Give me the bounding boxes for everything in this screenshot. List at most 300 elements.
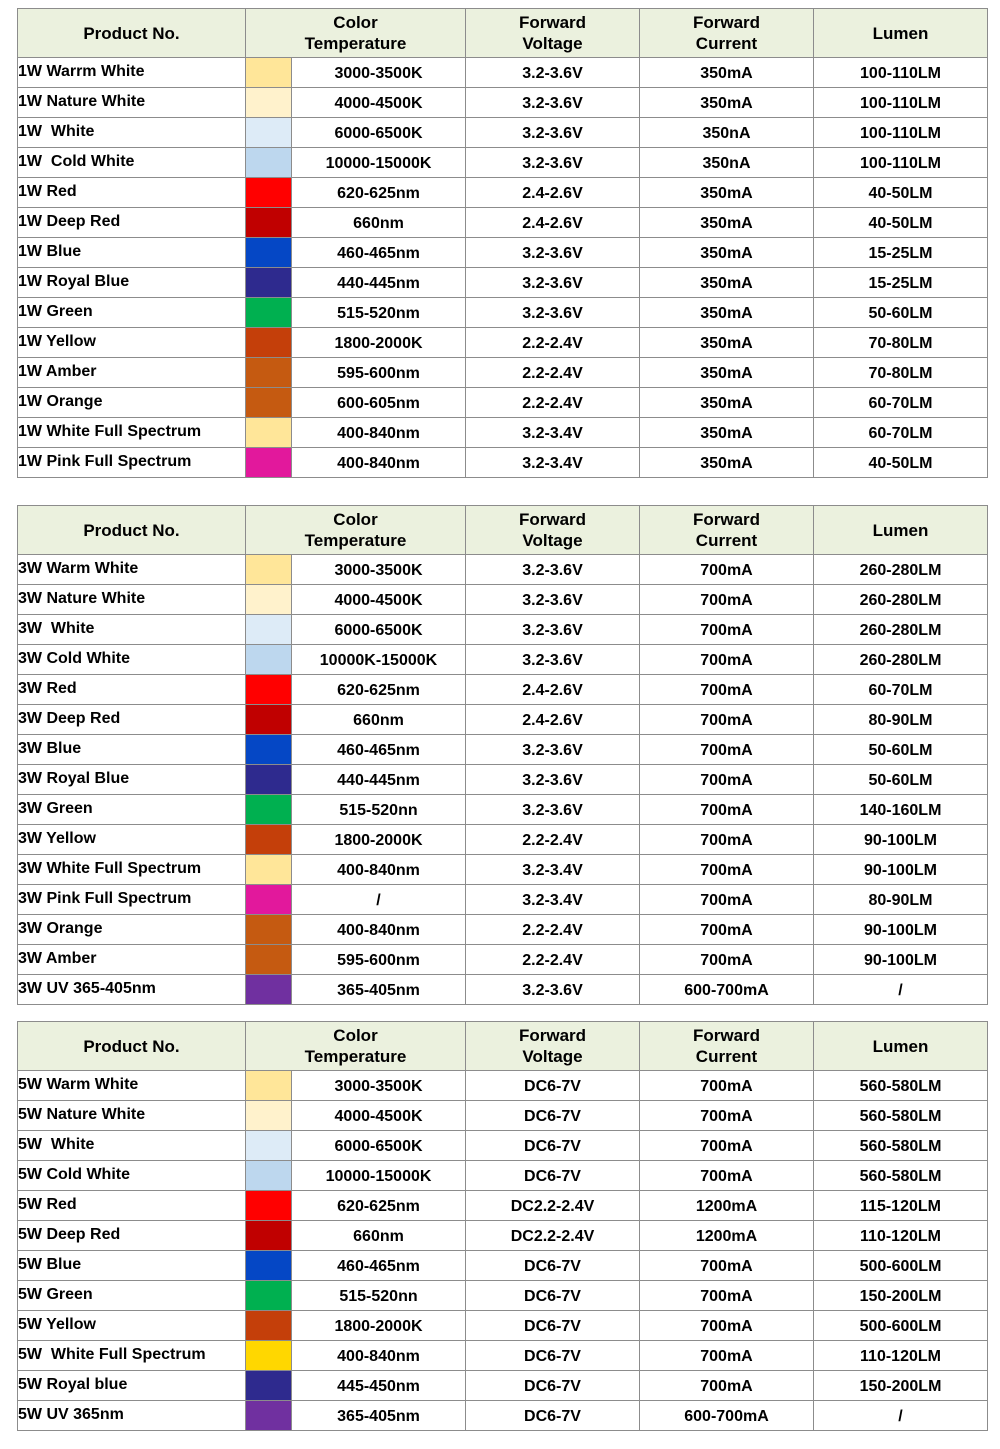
color-swatch-cell bbox=[246, 555, 292, 585]
color-swatch-cell bbox=[246, 1071, 292, 1101]
forward-voltage: 3.2-3.6V bbox=[466, 975, 640, 1005]
header-line: Current bbox=[695, 34, 758, 53]
spec-table bbox=[17, 1021, 988, 1431]
color-temperature: 1800-2000K bbox=[292, 825, 466, 855]
color-temperature: 460-465nm bbox=[292, 1251, 466, 1281]
forward-voltage: 3.2-3.6V bbox=[466, 735, 640, 765]
color-temperature: 400-840nm bbox=[292, 418, 466, 448]
header-line: Color bbox=[333, 1026, 378, 1045]
forward-voltage: 3.2-3.4V bbox=[466, 448, 640, 478]
color-swatch bbox=[246, 1101, 291, 1130]
color-swatch-cell bbox=[246, 1281, 292, 1311]
lumen-value: / bbox=[814, 975, 988, 1005]
forward-current: 350mA bbox=[640, 418, 814, 448]
color-swatch bbox=[246, 675, 291, 704]
lumen-value: 260-280LM bbox=[814, 555, 988, 585]
forward-current: 700mA bbox=[640, 705, 814, 735]
lumen-value: 110-120LM bbox=[814, 1221, 988, 1251]
forward-current: 700mA bbox=[640, 1251, 814, 1281]
forward-current: 350mA bbox=[640, 238, 814, 268]
lumen-value: 70-80LM bbox=[814, 328, 988, 358]
color-swatch-cell bbox=[246, 975, 292, 1005]
header-line: Voltage bbox=[522, 1047, 583, 1066]
color-temperature: 620-625nm bbox=[292, 1191, 466, 1221]
color-temperature: 3000-3500K bbox=[292, 58, 466, 88]
color-swatch-cell bbox=[246, 88, 292, 118]
forward-current: 600-700mA bbox=[640, 1401, 814, 1431]
forward-current: 700mA bbox=[640, 1101, 814, 1131]
color-swatch bbox=[246, 1191, 291, 1220]
forward-voltage: 3.2-3.6V bbox=[466, 298, 640, 328]
product-name: 5W Warm White bbox=[18, 1071, 246, 1101]
forward-current: 350mA bbox=[640, 298, 814, 328]
forward-current: 1200mA bbox=[640, 1191, 814, 1221]
forward-current: 700mA bbox=[640, 585, 814, 615]
forward-current: 700mA bbox=[640, 615, 814, 645]
header-forward-current bbox=[640, 9, 814, 58]
color-swatch-cell bbox=[246, 795, 292, 825]
product-name: 3W Royal Blue bbox=[18, 765, 246, 795]
header-row bbox=[18, 506, 988, 555]
forward-current: 700mA bbox=[640, 1371, 814, 1401]
color-temperature: 440-445nm bbox=[292, 268, 466, 298]
forward-current: 600-700mA bbox=[640, 975, 814, 1005]
color-swatch bbox=[246, 1371, 291, 1400]
color-temperature: 515-520nm bbox=[292, 298, 466, 328]
color-swatch bbox=[246, 1251, 291, 1280]
table-row bbox=[18, 1341, 988, 1371]
product-name: 3W Warm White bbox=[18, 555, 246, 585]
forward-current: 1200mA bbox=[640, 1221, 814, 1251]
color-swatch bbox=[246, 855, 291, 884]
header-line: Temperature bbox=[304, 1047, 407, 1066]
forward-voltage: DC6-7V bbox=[466, 1371, 640, 1401]
product-name: 3W Nature White bbox=[18, 585, 246, 615]
product-name: 1W Pink Full Spectrum bbox=[18, 448, 246, 478]
header-product: Product No. bbox=[18, 9, 246, 58]
forward-voltage: 3.2-3.4V bbox=[466, 418, 640, 448]
product-name: 1W Nature White bbox=[18, 88, 246, 118]
forward-current: 700mA bbox=[640, 555, 814, 585]
table-row bbox=[18, 448, 988, 478]
color-swatch bbox=[246, 148, 291, 177]
lumen-value: 50-60LM bbox=[814, 298, 988, 328]
header-line: Temperature bbox=[304, 531, 407, 550]
forward-voltage: 3.2-3.6V bbox=[466, 765, 640, 795]
color-temperature: 10000-15000K bbox=[292, 1161, 466, 1191]
color-temperature: 10000K-15000K bbox=[292, 645, 466, 675]
table-row bbox=[18, 148, 988, 178]
product-name: 1W Green bbox=[18, 298, 246, 328]
color-swatch bbox=[246, 358, 291, 387]
color-swatch bbox=[246, 615, 291, 644]
color-temperature: 460-465nm bbox=[292, 238, 466, 268]
color-swatch bbox=[246, 645, 291, 674]
lumen-value: 260-280LM bbox=[814, 615, 988, 645]
header-row bbox=[18, 9, 988, 58]
color-swatch bbox=[246, 1131, 291, 1160]
table-row bbox=[18, 1221, 988, 1251]
lumen-value: 500-600LM bbox=[814, 1251, 988, 1281]
table-row bbox=[18, 118, 988, 148]
product-name: 3W Pink Full Spectrum bbox=[18, 885, 246, 915]
spec-table bbox=[17, 8, 988, 478]
table-row bbox=[18, 58, 988, 88]
forward-voltage: 2.2-2.4V bbox=[466, 825, 640, 855]
color-swatch bbox=[246, 208, 291, 237]
lumen-value: 60-70LM bbox=[814, 388, 988, 418]
lumen-value: 560-580LM bbox=[814, 1131, 988, 1161]
lumen-value: 90-100LM bbox=[814, 915, 988, 945]
color-swatch bbox=[246, 1221, 291, 1250]
color-temperature: 400-840nm bbox=[292, 855, 466, 885]
header-line: Voltage bbox=[522, 34, 583, 53]
color-temperature: 600-605nm bbox=[292, 388, 466, 418]
color-swatch-cell bbox=[246, 855, 292, 885]
lumen-value: 100-110LM bbox=[814, 118, 988, 148]
product-name: 1W Red bbox=[18, 178, 246, 208]
forward-current: 700mA bbox=[640, 1311, 814, 1341]
lumen-value: 140-160LM bbox=[814, 795, 988, 825]
color-swatch-cell bbox=[246, 735, 292, 765]
product-name: 5W Deep Red bbox=[18, 1221, 246, 1251]
forward-current: 700mA bbox=[640, 645, 814, 675]
header-color-temperature bbox=[246, 1022, 466, 1071]
forward-voltage: 3.2-3.6V bbox=[466, 795, 640, 825]
table-row bbox=[18, 1131, 988, 1161]
table-row bbox=[18, 1191, 988, 1221]
color-temperature: 620-625nm bbox=[292, 675, 466, 705]
color-temperature: 3000-3500K bbox=[292, 555, 466, 585]
forward-voltage: 3.2-3.6V bbox=[466, 555, 640, 585]
lumen-value: 100-110LM bbox=[814, 148, 988, 178]
header-line: Forward bbox=[692, 510, 761, 529]
forward-current: 350mA bbox=[640, 88, 814, 118]
table-row bbox=[18, 555, 988, 585]
color-swatch bbox=[246, 1311, 291, 1340]
table-row bbox=[18, 358, 988, 388]
product-name: 3W Cold White bbox=[18, 645, 246, 675]
lumen-value: 500-600LM bbox=[814, 1311, 988, 1341]
header-line: Temperature bbox=[304, 34, 407, 53]
color-swatch-cell bbox=[246, 418, 292, 448]
color-swatch bbox=[246, 298, 291, 327]
header-row bbox=[18, 1022, 988, 1071]
table-row bbox=[18, 1371, 988, 1401]
product-name: 5W UV 365nm bbox=[18, 1401, 246, 1431]
table-row bbox=[18, 418, 988, 448]
product-name: 1W Warrm White bbox=[18, 58, 246, 88]
table-row bbox=[18, 945, 988, 975]
forward-voltage: 3.2-3.6V bbox=[466, 268, 640, 298]
forward-current: 700mA bbox=[640, 1281, 814, 1311]
forward-voltage: 2.2-2.4V bbox=[466, 388, 640, 418]
product-name: 3W Orange bbox=[18, 915, 246, 945]
header-product: Product No. bbox=[18, 506, 246, 555]
forward-voltage: DC6-7V bbox=[466, 1311, 640, 1341]
lumen-value: 50-60LM bbox=[814, 765, 988, 795]
color-swatch bbox=[246, 585, 291, 614]
color-temperature: / bbox=[292, 885, 466, 915]
table-row bbox=[18, 1281, 988, 1311]
forward-current: 700mA bbox=[640, 1161, 814, 1191]
product-name: 1W White bbox=[18, 118, 246, 148]
color-swatch bbox=[246, 1341, 291, 1370]
color-swatch-cell bbox=[246, 1311, 292, 1341]
color-swatch-cell bbox=[246, 328, 292, 358]
product-name: 5W Blue bbox=[18, 1251, 246, 1281]
table-row bbox=[18, 1251, 988, 1281]
forward-current: 700mA bbox=[640, 1071, 814, 1101]
lumen-value: 40-50LM bbox=[814, 178, 988, 208]
color-temperature: 595-600nm bbox=[292, 358, 466, 388]
color-temperature: 3000-3500K bbox=[292, 1071, 466, 1101]
table-row bbox=[18, 825, 988, 855]
color-temperature: 400-840nm bbox=[292, 1341, 466, 1371]
lumen-value: / bbox=[814, 1401, 988, 1431]
table-row bbox=[18, 735, 988, 765]
header-line: Color bbox=[333, 510, 378, 529]
color-swatch bbox=[246, 448, 291, 477]
color-swatch-cell bbox=[246, 705, 292, 735]
lumen-value: 80-90LM bbox=[814, 885, 988, 915]
color-swatch-cell bbox=[246, 358, 292, 388]
table-row bbox=[18, 1161, 988, 1191]
color-swatch-cell bbox=[246, 765, 292, 795]
product-name: 1W Yellow bbox=[18, 328, 246, 358]
forward-voltage: DC6-7V bbox=[466, 1071, 640, 1101]
color-temperature: 6000-6500K bbox=[292, 1131, 466, 1161]
color-swatch-cell bbox=[246, 1251, 292, 1281]
header-color-temperature bbox=[246, 506, 466, 555]
header-forward-voltage bbox=[466, 506, 640, 555]
color-swatch-cell bbox=[246, 915, 292, 945]
color-temperature: 445-450nm bbox=[292, 1371, 466, 1401]
color-swatch bbox=[246, 58, 291, 87]
lumen-value: 15-25LM bbox=[814, 238, 988, 268]
forward-current: 700mA bbox=[640, 675, 814, 705]
table-row bbox=[18, 1071, 988, 1101]
table-row bbox=[18, 915, 988, 945]
table-row bbox=[18, 585, 988, 615]
color-temperature: 6000-6500K bbox=[292, 615, 466, 645]
forward-voltage: 2.4-2.6V bbox=[466, 675, 640, 705]
color-temperature: 4000-4500K bbox=[292, 585, 466, 615]
forward-current: 700mA bbox=[640, 1341, 814, 1371]
forward-voltage: 3.2-3.4V bbox=[466, 855, 640, 885]
color-swatch bbox=[246, 328, 291, 357]
table-row bbox=[18, 615, 988, 645]
table-row bbox=[18, 705, 988, 735]
color-swatch-cell bbox=[246, 58, 292, 88]
header-forward-current bbox=[640, 506, 814, 555]
forward-voltage: 3.2-3.6V bbox=[466, 58, 640, 88]
color-swatch bbox=[246, 795, 291, 824]
lumen-value: 560-580LM bbox=[814, 1071, 988, 1101]
forward-current: 350mA bbox=[640, 388, 814, 418]
forward-voltage: DC6-7V bbox=[466, 1101, 640, 1131]
forward-current: 350mA bbox=[640, 178, 814, 208]
lumen-value: 60-70LM bbox=[814, 675, 988, 705]
forward-voltage: DC6-7V bbox=[466, 1401, 640, 1431]
color-swatch-cell bbox=[246, 1341, 292, 1371]
color-swatch-cell bbox=[246, 178, 292, 208]
product-name: 1W White Full Spectrum bbox=[18, 418, 246, 448]
color-temperature: 365-405nm bbox=[292, 975, 466, 1005]
lumen-value: 40-50LM bbox=[814, 208, 988, 238]
header-line: Color bbox=[333, 13, 378, 32]
product-name: 1W Blue bbox=[18, 238, 246, 268]
product-name: 3W UV 365-405nm bbox=[18, 975, 246, 1005]
forward-voltage: 3.2-3.6V bbox=[466, 118, 640, 148]
forward-current: 700mA bbox=[640, 885, 814, 915]
table-row bbox=[18, 645, 988, 675]
color-swatch bbox=[246, 1401, 291, 1430]
color-temperature: 595-600nm bbox=[292, 945, 466, 975]
color-swatch-cell bbox=[246, 448, 292, 478]
color-swatch bbox=[246, 418, 291, 447]
product-name: 3W Yellow bbox=[18, 825, 246, 855]
color-temperature: 440-445nm bbox=[292, 765, 466, 795]
color-swatch-cell bbox=[246, 1221, 292, 1251]
forward-current: 700mA bbox=[640, 855, 814, 885]
product-name: 3W Blue bbox=[18, 735, 246, 765]
product-name: 5W Cold White bbox=[18, 1161, 246, 1191]
lumen-value: 60-70LM bbox=[814, 418, 988, 448]
color-swatch-cell bbox=[246, 1191, 292, 1221]
table-row bbox=[18, 855, 988, 885]
color-temperature: 10000-15000K bbox=[292, 148, 466, 178]
color-swatch-cell bbox=[246, 1401, 292, 1431]
forward-voltage: 2.2-2.4V bbox=[466, 915, 640, 945]
table-row bbox=[18, 88, 988, 118]
color-swatch-cell bbox=[246, 825, 292, 855]
lumen-value: 115-120LM bbox=[814, 1191, 988, 1221]
header-color-temperature bbox=[246, 9, 466, 58]
forward-current: 350nA bbox=[640, 118, 814, 148]
table-row bbox=[18, 268, 988, 298]
color-swatch bbox=[246, 765, 291, 794]
lumen-value: 70-80LM bbox=[814, 358, 988, 388]
header-forward-voltage bbox=[466, 9, 640, 58]
color-temperature: 515-520nn bbox=[292, 795, 466, 825]
color-swatch bbox=[246, 825, 291, 854]
forward-voltage: 3.2-3.6V bbox=[466, 645, 640, 675]
product-name: 1W Royal Blue bbox=[18, 268, 246, 298]
color-swatch-cell bbox=[246, 268, 292, 298]
color-swatch-cell bbox=[246, 645, 292, 675]
color-temperature: 6000-6500K bbox=[292, 118, 466, 148]
header-line: Current bbox=[695, 1047, 758, 1066]
color-swatch bbox=[246, 915, 291, 944]
lumen-value: 260-280LM bbox=[814, 645, 988, 675]
product-name: 5W Yellow bbox=[18, 1311, 246, 1341]
header-lumen: Lumen bbox=[814, 9, 988, 58]
forward-voltage: DC2.2-2.4V bbox=[466, 1191, 640, 1221]
forward-voltage: 3.2-3.6V bbox=[466, 238, 640, 268]
forward-current: 700mA bbox=[640, 735, 814, 765]
spec-table bbox=[17, 505, 988, 1005]
lumen-value: 100-110LM bbox=[814, 58, 988, 88]
color-swatch bbox=[246, 88, 291, 117]
table-row bbox=[18, 178, 988, 208]
product-name: 1W Deep Red bbox=[18, 208, 246, 238]
color-swatch bbox=[246, 1281, 291, 1310]
color-temperature: 400-840nm bbox=[292, 448, 466, 478]
color-swatch-cell bbox=[246, 208, 292, 238]
color-temperature: 620-625nm bbox=[292, 178, 466, 208]
product-name: 3W Red bbox=[18, 675, 246, 705]
lumen-value: 15-25LM bbox=[814, 268, 988, 298]
product-name: 1W Orange bbox=[18, 388, 246, 418]
lumen-value: 50-60LM bbox=[814, 735, 988, 765]
header-forward-voltage bbox=[466, 1022, 640, 1071]
header-line: Current bbox=[695, 531, 758, 550]
table-row bbox=[18, 975, 988, 1005]
forward-current: 350mA bbox=[640, 268, 814, 298]
forward-current: 350mA bbox=[640, 448, 814, 478]
forward-voltage: 3.2-3.4V bbox=[466, 885, 640, 915]
header-line: Voltage bbox=[522, 531, 583, 550]
product-name: 3W Green bbox=[18, 795, 246, 825]
table-row bbox=[18, 675, 988, 705]
product-name: 3W White Full Spectrum bbox=[18, 855, 246, 885]
color-swatch bbox=[246, 735, 291, 764]
color-temperature: 660nm bbox=[292, 705, 466, 735]
forward-voltage: 2.2-2.4V bbox=[466, 358, 640, 388]
color-swatch-cell bbox=[246, 885, 292, 915]
forward-voltage: DC6-7V bbox=[466, 1131, 640, 1161]
forward-current: 350mA bbox=[640, 208, 814, 238]
product-name: 1W Amber bbox=[18, 358, 246, 388]
color-swatch bbox=[246, 945, 291, 974]
color-swatch-cell bbox=[246, 1101, 292, 1131]
color-swatch bbox=[246, 268, 291, 297]
lumen-value: 80-90LM bbox=[814, 705, 988, 735]
forward-current: 700mA bbox=[640, 765, 814, 795]
color-swatch bbox=[246, 238, 291, 267]
lumen-value: 100-110LM bbox=[814, 88, 988, 118]
forward-voltage: 2.4-2.6V bbox=[466, 705, 640, 735]
product-name: 3W Amber bbox=[18, 945, 246, 975]
forward-voltage: 2.4-2.6V bbox=[466, 208, 640, 238]
product-name: 5W Royal blue bbox=[18, 1371, 246, 1401]
forward-current: 700mA bbox=[640, 825, 814, 855]
forward-voltage: DC6-7V bbox=[466, 1341, 640, 1371]
color-swatch-cell bbox=[246, 615, 292, 645]
forward-voltage: DC6-7V bbox=[466, 1161, 640, 1191]
color-swatch-cell bbox=[246, 388, 292, 418]
lumen-value: 150-200LM bbox=[814, 1281, 988, 1311]
lumen-value: 40-50LM bbox=[814, 448, 988, 478]
table-row bbox=[18, 208, 988, 238]
table-row bbox=[18, 298, 988, 328]
table-row bbox=[18, 328, 988, 358]
color-swatch-cell bbox=[246, 118, 292, 148]
forward-current: 350mA bbox=[640, 358, 814, 388]
color-swatch-cell bbox=[246, 1371, 292, 1401]
color-swatch-cell bbox=[246, 585, 292, 615]
color-swatch bbox=[246, 555, 291, 584]
color-swatch-cell bbox=[246, 675, 292, 705]
product-name: 5W Green bbox=[18, 1281, 246, 1311]
forward-voltage: 2.2-2.4V bbox=[466, 945, 640, 975]
color-swatch-cell bbox=[246, 148, 292, 178]
forward-voltage: 2.4-2.6V bbox=[466, 178, 640, 208]
forward-current: 700mA bbox=[640, 915, 814, 945]
forward-voltage: DC6-7V bbox=[466, 1251, 640, 1281]
color-swatch-cell bbox=[246, 945, 292, 975]
